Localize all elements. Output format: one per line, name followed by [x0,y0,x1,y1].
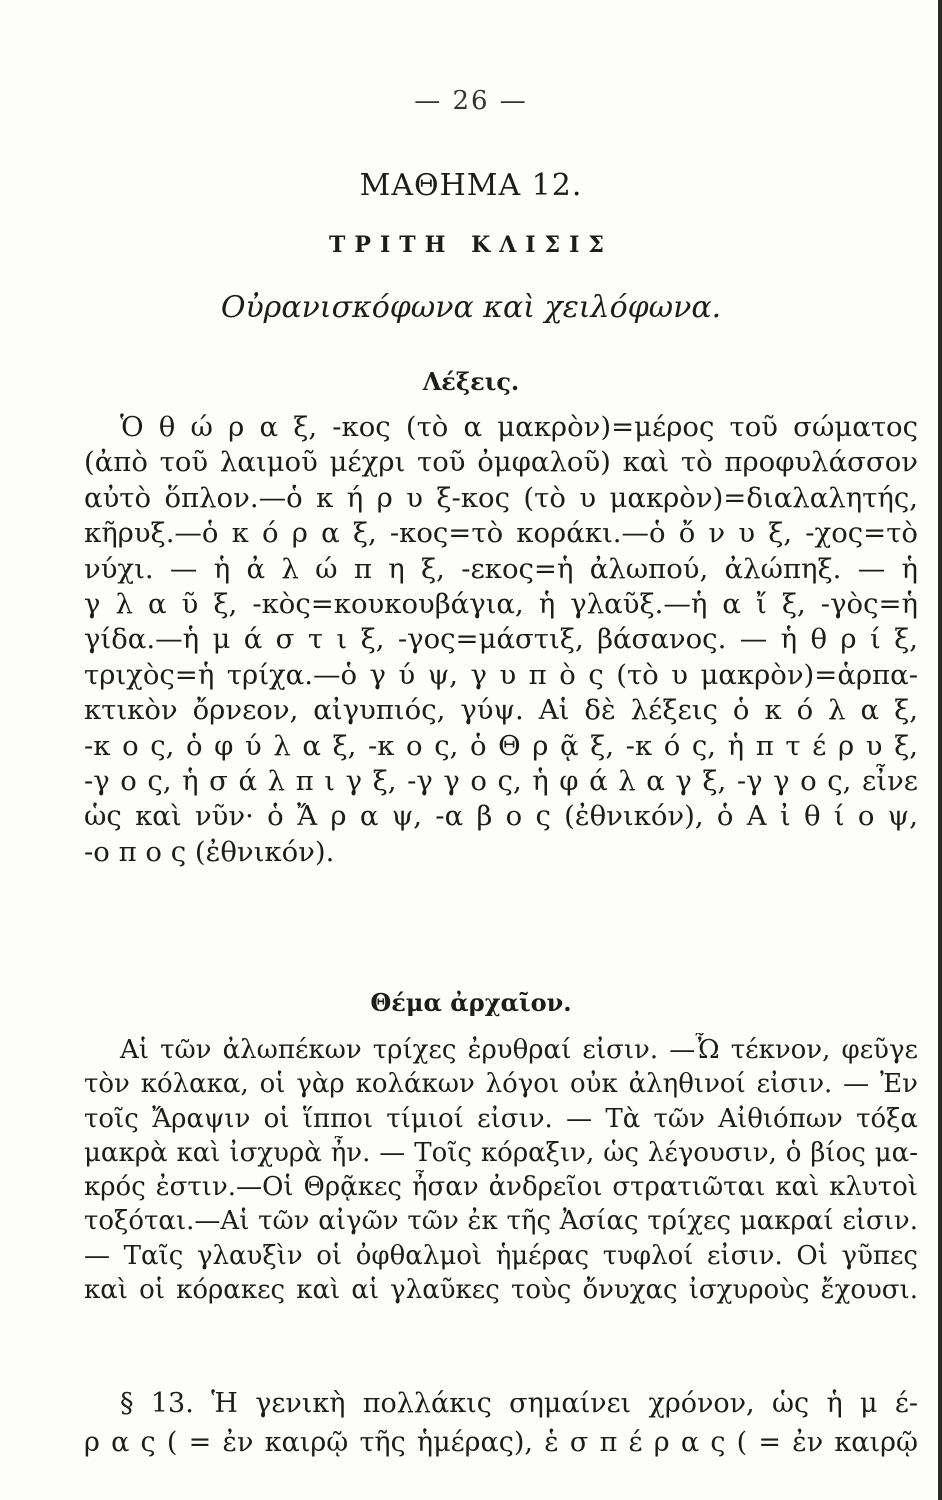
paragraph-13 [84,1384,918,1462]
theme-paragraph [84,1033,918,1307]
theme-heading: Θέμα ἀρχαῖον. [370,988,572,1017]
text-line: -κ ο ς, ὁ φ ύ λ α ξ, -κ ο ς, ὁ Θ ρ ᾷ ξ, -κ ό ς, ἡ π τ έ ρ υ ξ, [84,729,918,762]
text-line: ὡς καὶ νῦν· ὁ Ἄ ρ α ψ, -α β ο ς (ἐθνικόν), ὁ Α ἰ θ ί ο ψ, [84,800,918,833]
words-heading: Λέξεις. [422,367,520,396]
text-line: κῆρυξ.—ὁ κ ό ρ α ξ, -κος=τὸ κοράκι.—ὁ ὄ ν υ ξ, -χος=τὸ [84,517,918,550]
text-line: καὶ οἱ κόρακες καὶ αἱ γλαῦκες τοὺς ὄνυχας ἰσχυροὺς ἔχουσι. [84,1275,918,1306]
page-number: — 26 — [414,86,528,116]
words-paragraph [84,410,918,870]
text-line: Αἱ τῶν ἀλωπέκων τρίχες ἐρυθραί εἰσιν. —Ὦ τέκνον, φεῦγε [120,1035,918,1065]
text-line: γίδα.—ἡ μ ά σ τ ι ξ, -γος=μάστιξ, βάσανος. — ἡ θ ρ ί ξ, [84,623,918,656]
section-title: ΤΡΙΤΗ ΚΛΙΣΙΣ [329,232,613,258]
subtitle: Οὐρανισκόφωνα καὶ χειλόφωνα. [220,290,722,325]
text-line: § 13. Ἡ γενικὴ πολλάκις σημαίνει χρόνον, ὡς ἡ μ έ- [120,1388,918,1419]
text-line: κρός ἐστιν.—Οἱ Θρᾷκες ἦσαν ἀνδρεῖοι στρατιῶται καὶ κλυτοὶ [84,1172,918,1203]
text-line: Ὁ θ ώ ρ α ξ, -κος (τὸ α μακρὸν)=μέρος τοῦ σώματος [120,411,918,443]
text-line: τοξόται.—Αἱ τῶν αἰγῶν τῶν ἐκ τῆς Ἀσίας τρίχες μακραί εἰσιν. [84,1206,918,1237]
text-line: (ἀπὸ τοῦ λαιμοῦ μέχρι τοῦ ὀμφαλοῦ) καὶ τὸ προφυλάσσον [84,446,918,479]
text-line: τὸν κόλακα, οἱ γὰρ κολάκων λόγοι οὐκ ἀληθινοί εἰσιν. — Ἐν [84,1069,918,1100]
text-line: -γ ο ς, ἡ σ ά λ π ι γ ξ, -γ γ ο ς, ἡ φ ά λ α γ ξ, -γ γ ο ς, εἶνε [84,764,918,797]
text-line: τοῖς Ἄραψιν οἱ ἵπποι τίμιοί εἰσιν. — Τὰ τῶν Αἰθιόπων τόξα [84,1103,918,1134]
text-line: αὐτὸ ὅπλον.—ὁ κ ή ρ υ ξ-κος (τὸ υ μακρὸν)=διαλαλητής, [84,481,918,514]
text-line: τριχὸς=ἡ τρίχα.—ὁ γ ύ ψ, γ υ π ὸ ς (τὸ υ μακρὸν)=ἁρπα- [84,658,918,691]
text-line: κτικὸν ὄρνεον, αἰγυπιός, γύψ. Αἱ δὲ λέξεις ὁ κ ό λ α ξ, [84,694,918,727]
text-line: νύχι. — ἡ ἀ λ ώ π η ξ, -εκος=ἡ ἀλωπού, ἀλώπηξ. — ἡ [84,552,918,585]
text-line: -ο π ο ς (ἐθνικόν). [84,835,335,868]
text-line: ρ α ς ( = ἐν καιρῷ τῆς ἡμέρας), ἑ σ π έ ρ α ς ( = ἐν καιρῷ [84,1427,918,1458]
page-edge-shadow [938,0,942,1500]
text-line: — Ταῖς γλαυξὶν οἱ ὀφθαλμοὶ ἡμέρας τυφλοί εἰσιν. Οἱ γῦπες [84,1240,918,1271]
text-line: γ λ α ῦ ξ, -κὸς=κουκουβάγια, ἡ γλαῦξ.—ἡ α ἴ ξ, -γὸς=ἡ [84,587,918,620]
text-line: μακρὰ καὶ ἰσχυρὰ ἦν. — Τοῖς κόραξιν, ὡς λέγουσιν, ὁ βίος μα- [84,1137,918,1168]
lesson-title: ΜΑΘΗΜΑ 12. [359,168,583,203]
